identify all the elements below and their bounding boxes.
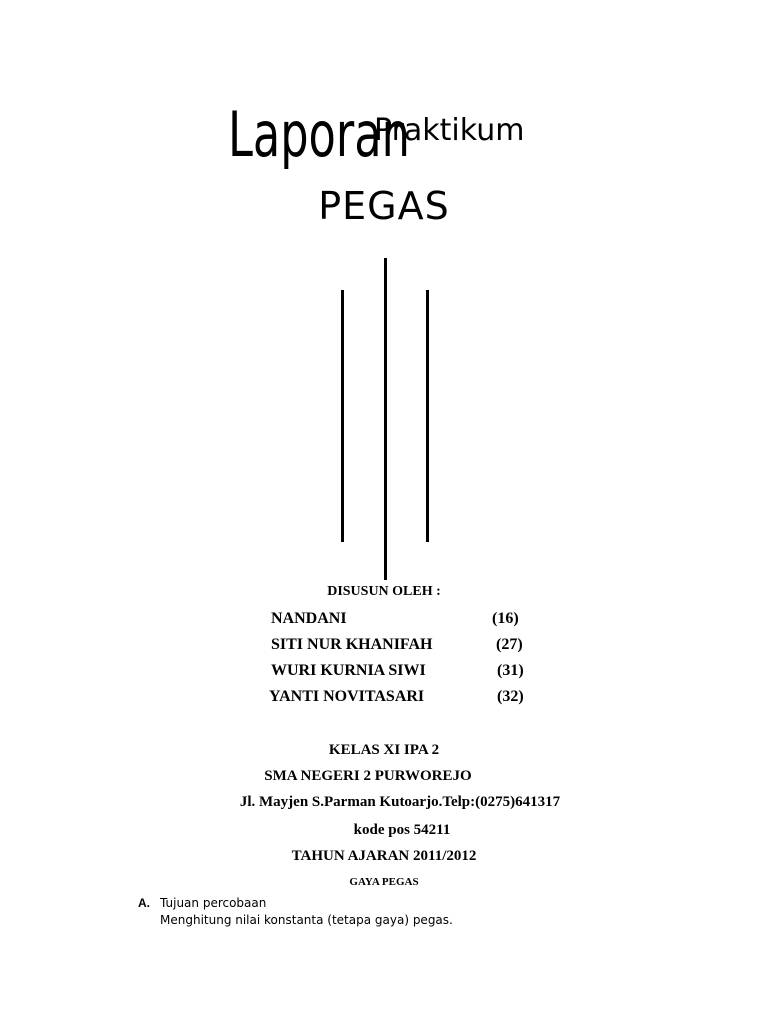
decorative-line-center (384, 258, 387, 580)
section-letter: A. (138, 896, 150, 910)
subtitle: PEGAS (318, 184, 450, 228)
title-word-laporan: Laporan (228, 98, 410, 171)
report-title (228, 96, 588, 178)
section-heading: GAYA PEGAS (349, 876, 419, 888)
member-name: WURI KURNIA SIWI (271, 662, 426, 679)
member-name: YANTI NOVITASARI (269, 688, 425, 705)
authors-label: DISUSUN OLEH : (327, 584, 441, 599)
academic-year: TAHUN AJARAN 2011/2012 (291, 848, 477, 864)
member-number: (16) (492, 610, 519, 627)
member-number: (31) (497, 662, 524, 679)
school-name: SMA NEGERI 2 PURWOREJO (264, 768, 472, 784)
section-title: Tujuan percobaan (160, 896, 267, 910)
decorative-line-left (341, 290, 344, 542)
member-number: (32) (497, 688, 524, 705)
decorative-line-right (426, 290, 429, 542)
title-word-praktikum: Praktikum (374, 113, 525, 148)
postal-code: kode pos 54211 (353, 822, 451, 838)
member-name: NANDANI (271, 610, 347, 627)
section-body: Menghitung nilai konstanta (tetapa gaya) pegas. (160, 913, 453, 927)
member-name: SITI NUR KHANIFAH (271, 636, 433, 653)
member-number: (27) (496, 636, 523, 653)
school-address: Jl. Mayjen S.Parman Kutoarjo.Telp:(0275)641317 (239, 794, 561, 810)
class-label: KELAS XI IPA 2 (328, 742, 440, 758)
